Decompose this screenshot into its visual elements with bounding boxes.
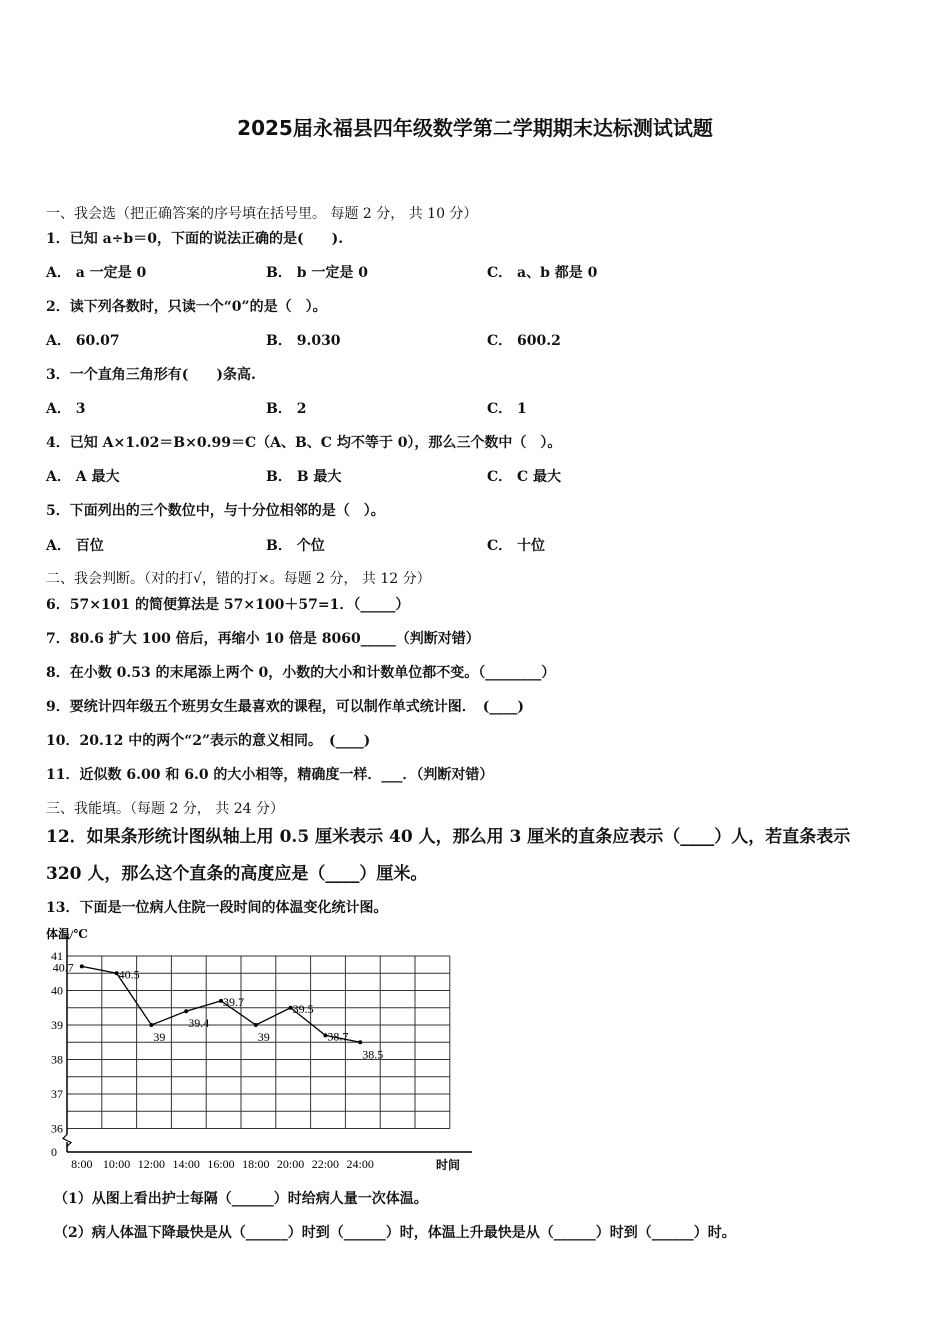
y-tick-label: 38	[51, 1052, 63, 1067]
q3-option-c: C． 1	[487, 401, 527, 417]
y-tick-label: 37	[51, 1087, 63, 1101]
question-6: 6．57×101 的简便算法是 57×100＋57=1．（_____）	[46, 597, 410, 613]
q2-option-b: B． 9.030	[266, 333, 341, 349]
q4-option-b: B． B 最大	[266, 469, 342, 485]
x-tick-label: 18:00	[242, 1157, 270, 1171]
page-title: 2025届永福县四年级数学第二学期期末达标测试试题	[237, 116, 713, 140]
q2-option-a: A． 60.07	[46, 333, 120, 349]
y-tick-label: 41	[51, 949, 63, 963]
temperature-line-chart	[42, 922, 482, 1174]
chart-y-axis-label: 体温/℃	[46, 927, 88, 941]
q5-option-a: A． 百位	[46, 538, 104, 554]
x-tick-label: 16:00	[207, 1157, 235, 1171]
data-label: 39	[257, 1030, 270, 1044]
x-tick-label: 14:00	[172, 1157, 200, 1171]
data-label: 38.5	[362, 1047, 384, 1062]
section-3-heading: 三、我能填。（每题 2 分， 共 24 分）	[46, 801, 284, 817]
y-tick-label: 0	[51, 1145, 57, 1159]
question-11: 11．近似数 6.00 和 6.0 的大小相等，精确度一样．___．（判断对错）	[46, 767, 494, 783]
q2-option-c: C． 600.2	[487, 333, 561, 349]
question-4: 4．已知 A×1.02＝B×0.99＝C（A、B、C 均不等于 0），那么三个数中（ ）。	[46, 435, 562, 451]
question-9: 9．要统计四年级五个班男女生最喜欢的课程，可以制作单式统计图． (____)	[46, 699, 524, 715]
data-label: 38.7	[327, 1029, 349, 1044]
data-label: 40.5	[118, 967, 140, 982]
q4-option-a: A． A 最大	[46, 469, 120, 485]
data-label: 40.7	[52, 960, 74, 975]
x-tick-label: 8:00	[71, 1157, 93, 1171]
question-12-line-1: 12．如果条形统计图纵轴上用 0.5 厘米表示 40 人，那么用 3 厘米的直条应表示（____）人，若直条表示	[46, 827, 851, 847]
data-label: 39.4	[188, 1016, 210, 1031]
data-label: 39	[153, 1030, 166, 1044]
y-tick-label: 39	[51, 1018, 63, 1032]
q3-option-b: B． 2	[266, 401, 307, 417]
y-tick-label: 40	[51, 983, 63, 998]
question-5: 5．下面列出的三个数位中，与十分位相邻的是（ ）。	[46, 503, 385, 519]
question-13-part-2: （2）病人体温下降最快是从（______）时到（______）时，体温上升最快是从（______）时到（______）时。	[54, 1225, 736, 1241]
section-1-heading: 一、我会选（把正确答案的序号填在括号里。 每题 2 分， 共 10 分）	[46, 206, 478, 222]
q3-option-a: A． 3	[46, 401, 86, 417]
question-7: 7．80.6 扩大 100 倍后，再缩小 10 倍是 8060_____（判断对错）	[46, 631, 480, 647]
x-tick-label: 20:00	[276, 1157, 305, 1171]
question-10: 10．20.12 中的两个“2”表示的意义相同。 (____)	[46, 733, 371, 749]
x-tick-label: 12:00	[137, 1157, 166, 1171]
q4-option-c: C． C 最大	[487, 469, 562, 485]
question-8: 8．在小数 0.53 的末尾添上两个 0，小数的大小和计数单位都不变。（________）	[46, 665, 556, 681]
q1-option-a: A． a 一定是 0	[46, 265, 147, 281]
q5-option-c: C． 十位	[487, 538, 546, 554]
q5-option-b: B． 个位	[266, 538, 325, 554]
x-tick-label: 22:00	[311, 1157, 340, 1171]
question-12-line-2: 320 人，那么这个直条的高度应是（____）厘米。	[46, 864, 428, 884]
chart-series	[53, 960, 383, 1061]
question-3: 3．一个直角三角形有( )条高.	[46, 367, 256, 383]
q1-option-c: C． a、b 都是 0	[487, 265, 598, 281]
y-tick-label: 36	[51, 1121, 63, 1136]
data-label: 39.7	[223, 994, 244, 1009]
question-13: 13．下面是一位病人住院一段时间的体温变化统计图。	[46, 900, 388, 916]
question-1: 1．已知 a÷b＝0，下面的说法正确的是( ).	[46, 231, 344, 247]
x-tick-label: 10:00	[102, 1157, 131, 1171]
question-2: 2．读下列各数时，只读一个“0”的是（ ）。	[46, 299, 327, 315]
question-13-part-1: （1）从图上看出护士每隔（______）时给病人量一次体温。	[54, 1191, 428, 1207]
x-tick-label: 24:00	[346, 1157, 374, 1171]
q1-option-b: B． b 一定是 0	[266, 265, 368, 281]
data-point	[149, 1023, 153, 1027]
data-point	[254, 1023, 258, 1027]
data-point	[358, 1040, 362, 1044]
data-label: 39.5	[292, 1001, 314, 1016]
section-2-heading: 二、我会判断。（对的打√，错的打×。每题 2 分， 共 12 分）	[46, 571, 431, 587]
data-point	[184, 1009, 188, 1013]
chart-x-axis-label: 时间	[436, 1158, 461, 1172]
data-point	[80, 964, 84, 968]
